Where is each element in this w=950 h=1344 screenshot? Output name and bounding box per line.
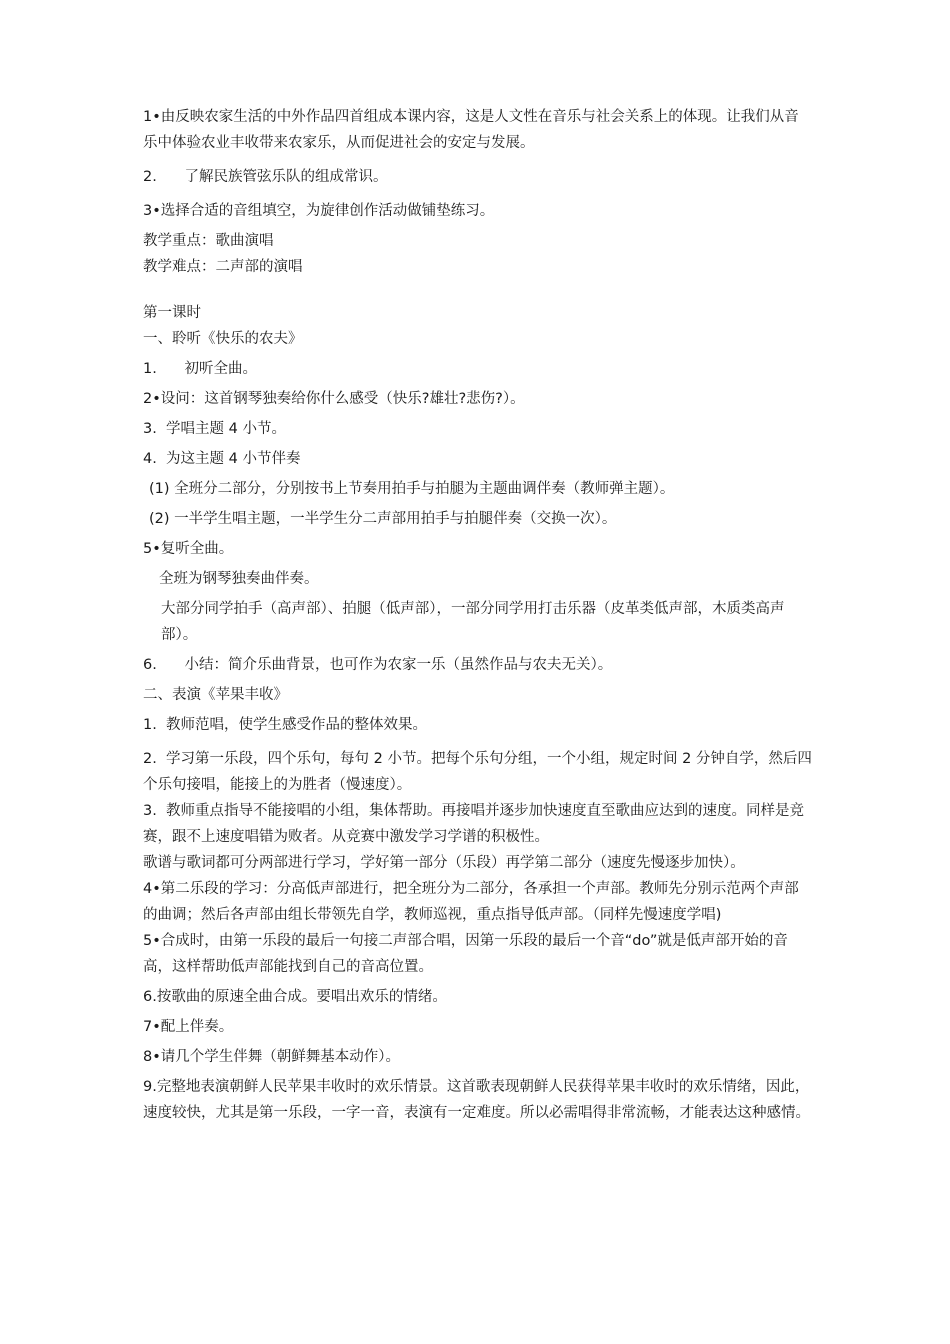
sub-list-item: (2) 一半学生唱主题，一半学生分二声部用拍手与拍腿伴奏（交换一次）。 [149,511,617,527]
objective-2: 2. 了解民族管弦乐队的组成常识。 [143,169,388,185]
list-item: 1. 初听全曲。 [143,361,257,377]
list-item: 5•复听全曲。 [143,541,234,557]
list-item-note: 全班为钢琴独奏曲伴奏。 [159,571,319,587]
list-item: 6.按歌曲的原速全曲合成。要唱出欢乐的情绪。 [143,989,447,1005]
list-item-note: 大部分同学拍手（高声部）、拍腿（低声部），一部分同学用打击乐器（皮革类低声部，木质类高声部）。 [161,601,785,643]
section-heading-2: 二、表演《苹果丰收》 [143,687,288,703]
list-item: 6. 小结：简介乐曲背景，也可作为农家一乐（虽然作品与农夫无关）。 [143,657,613,673]
lesson-heading: 第一课时 [143,305,201,321]
list-item: 8•请几个学生伴舞（朝鲜舞基本动作）。 [143,1049,401,1065]
list-item-note: 歌谱与歌词都可分两部进行学习，学好第一部分（乐段）再学第二部分（速度先慢逐步加快）。 [143,855,745,871]
list-item: 5•合成时，由第一乐段的最后一句接二声部合唱，因第一乐段的最后一个音“do”就是低声部开始的音高，这样帮助低声部能找到自己的音高位置。 [143,933,788,975]
objective-3: 3•选择合适的音组填空，为旋律创作活动做铺垫练习。 [143,203,495,219]
sub-list-item: (1) 全班分二部分，分别按书上节奏用拍手与拍腿为主题曲调伴奏（教师弹主题）。 [149,481,675,497]
teaching-difficulty: 教学难点：二声部的演唱 [143,259,303,275]
list-item: 1. 教师范唱，使学生感受作品的整体效果。 [143,717,428,733]
list-item: 3. 教师重点指导不能接唱的小组，集体帮助。再接唱并逐步加快速度直至歌曲应达到的速度。同样是竞赛，跟不上速度唱错为败者。从竞赛中激发学习学谱的积极性。 [143,803,805,845]
objective-1: 1•由反映农家生活的中外作品四首组成本课内容，这是人文性在音乐与社会关系上的体现。让我们从音乐中体验农业丰收带来农家乐，从而促进社会的安定与发展。 [143,109,799,151]
list-item: 4•第二乐段的学习：分高低声部进行，把全班分为二部分，各承担一个声部。教师先分别示范两个声部的曲调；然后各声部由组长带领先自学，教师巡视，重点指导低声部。（同样先慢速度学唱) [143,881,799,923]
list-item: 9.完整地表演朝鲜人民苹果丰收时的欢乐情景。这首歌表现朝鲜人民获得苹果丰收时的欢乐情绪，因此，速度较快，尤其是第一乐段，一字一音，表演有一定难度。所以必需唱得非常流畅，才能表达这种感情。 [143,1079,810,1121]
list-item: 3. 学唱主题 4 小节。 [143,421,286,437]
list-item: 2. 学习第一乐段，四个乐句，每句 2 小节。把每个乐句分组，一个小组，规定时间 2 分钟自学，然后四个乐句接唱，能接上的为胜者（慢速度）。 [143,751,812,793]
teaching-focus: 教学重点：歌曲演唱 [143,233,274,249]
list-item: 4. 为这主题 4 小节伴奏 [143,451,301,467]
list-item: 7•配上伴奏。 [143,1019,234,1035]
list-item: 2•设问：这首钢琴独奏给你什么感受（快乐?雄壮?悲伤?）。 [143,391,525,407]
document-body [143,104,813,1126]
section-heading-1: 一、聆听《快乐的农夫》 [143,331,303,347]
